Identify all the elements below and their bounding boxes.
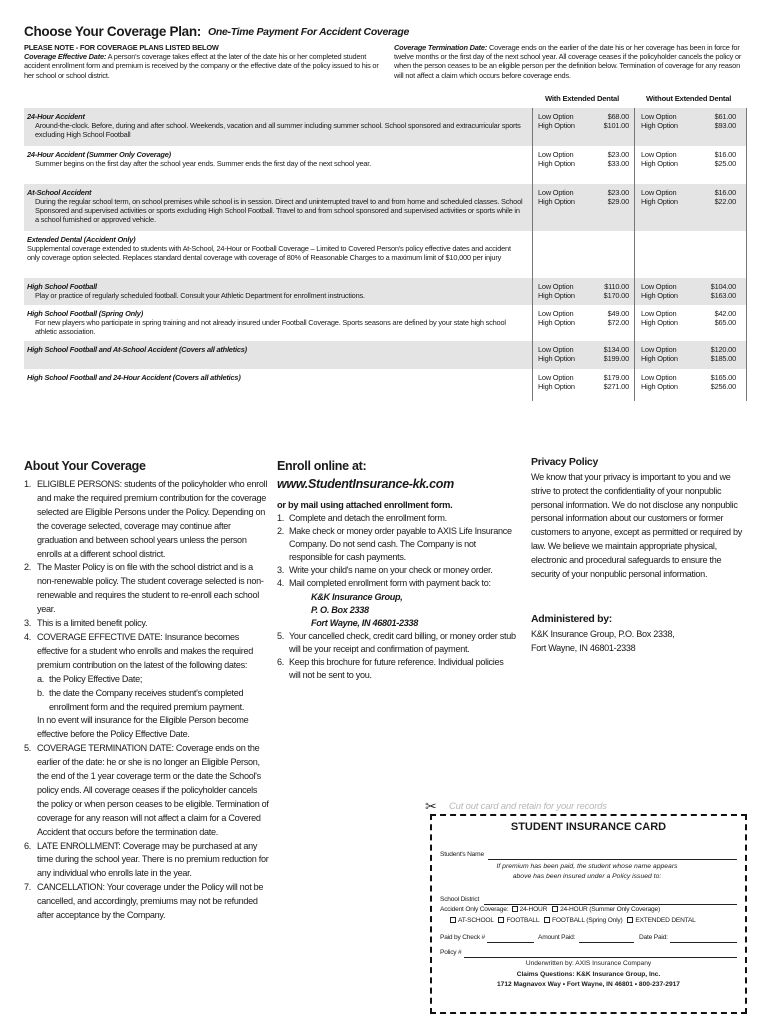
date-paid-field[interactable] — [670, 942, 737, 943]
coverage-title: 24-Hour Accident — [27, 112, 85, 121]
option-labels-with-dental: Low Option High Option — [538, 309, 575, 328]
price-with-dental: $23.00 $29.00 — [607, 188, 629, 207]
claims-line: Claims Questions: K&K Insurance Group, Inc. — [516, 970, 661, 978]
mail-address-line: Fort Wayne, IN 46801-2338 — [311, 617, 419, 628]
column-divider — [634, 184, 635, 231]
coverage-row — [24, 278, 746, 305]
enroll-step: 4. Mail completed enrollment form with payment back to: K&K Insurance Group, P. O. Box 2338 Fort Wayne, IN 46801-2338 — [277, 577, 517, 629]
effective-date-text — [24, 52, 384, 80]
enroll-step: 5. Your cancelled check, credit card billing, or money order stub will be your receipt and confirmation of payment. — [277, 630, 516, 654]
about-item: 1. ELIGIBLE PERSONS: students of the policyholder who enroll and make the required premium contribution for the coverage selected are Eligible Persons under the Policy. Depending on the coverage selected, coverage may continue after graduation and between school years unless the person enrolls at a different school district. — [24, 479, 268, 559]
administered-by — [531, 613, 746, 656]
enroll-step: 6. Keep this brochure for future reference. Individual policies will not be sent to you. — [277, 657, 504, 681]
paid-by-check-label: Paid by Check # — [440, 934, 486, 941]
option-labels-with-dental: Low Option High Option — [538, 150, 575, 169]
mail-address-line: K&K Insurance Group, — [311, 591, 403, 602]
column-divider — [634, 108, 635, 146]
card-paid-note: If premium has been paid, the student whose name appears above has been insured under a Policy issued to: — [496, 863, 678, 880]
about-subitem-b: b. the date the Company receives student's completed enrollment form and the required premium payment. — [37, 687, 245, 712]
effective-date-body: A person's coverage takes effect at the later of the date his or her completed student accident enrollment form and premium is received by the company or the effective date of the policy issued to his or her school or school district. — [24, 52, 379, 80]
column-divider — [532, 305, 533, 341]
column-divider — [532, 231, 533, 278]
column-divider — [532, 146, 533, 184]
column-divider — [634, 146, 635, 184]
enroll-step: 1. Complete and detach the enrollment form. — [277, 513, 447, 523]
option-labels-without-dental: Low Option High Option — [641, 112, 678, 131]
option-labels-with-dental: Low Option High Option — [538, 282, 575, 301]
coverage-body: During the regular school term, on school premises while school is in session. Direct and uninterrupted travel to and from home and scheduled classes. School Sponsored and supervised activities or sports excluding High School Football. Travel to and from school sponsored and supervised activities or sports while in a school furnished or approved vehicle. — [35, 197, 523, 225]
coverage-title: At-School Accident — [27, 188, 92, 197]
coverage-description — [27, 150, 525, 168]
card-footer — [432, 959, 745, 991]
column-divider — [634, 231, 635, 278]
coverage-body: For new players who participate in spring training and not already insured under Football Coverage. Sports seasons are defined by your state high school athletic association. — [35, 318, 506, 337]
coverage-description — [27, 188, 525, 224]
column-divider — [746, 341, 747, 369]
price-without-dental: $16.00 $25.00 — [714, 150, 736, 169]
with-dental-header: With Extended Dental — [545, 94, 619, 103]
option-labels-with-dental: Low Option High Option — [538, 373, 575, 392]
coverage-row — [24, 184, 746, 231]
price-with-dental: $179.00 $271.00 — [603, 373, 629, 392]
price-with-dental: $68.00 $101.00 — [603, 112, 629, 131]
coverage-body: Summer begins on the first day after the school year ends. Summer ends the first day of the next school year. — [35, 159, 372, 169]
price-with-dental: $49.00 $72.00 — [607, 309, 629, 328]
school-district-label: School District — [440, 896, 480, 903]
amount-paid-field[interactable] — [579, 942, 634, 943]
intro-effective — [24, 43, 384, 80]
admin-address: K&K Insurance Group, P.O. Box 2338, Fort Wayne, IN 46801-2338 — [531, 629, 675, 653]
column-divider — [634, 341, 635, 369]
enroll-url-link[interactable]: www.StudentInsurance-kk.com — [277, 477, 454, 491]
column-divider — [532, 369, 533, 401]
date-paid-label: Date Paid: — [639, 934, 668, 941]
effective-date-label: Coverage Effective Date: — [24, 52, 107, 62]
price-without-dental: $61.00 $93.00 — [714, 112, 736, 131]
column-divider — [746, 184, 747, 231]
enroll-by-mail: or by mail using attached enrollment form. — [277, 500, 453, 510]
privacy-heading: Privacy Policy — [531, 456, 599, 468]
option-labels-without-dental: Low Option High Option — [641, 373, 678, 392]
termination-date-body: Coverage ends on the earlier of the date his or her coverage has been in force for twelve months or the first day of the next school year. All coverage ceases if the policyholder cancels the policy or when the person ceases to be an eligible person per the definition below. Termination of coverage for any reason will not affect a claim which occurs before coverage ends. — [394, 43, 742, 80]
column-divider — [746, 146, 747, 184]
checkbox-football[interactable] — [498, 917, 504, 923]
price-with-dental: $23.00 $33.00 — [607, 150, 629, 169]
price-with-dental: $110.00 $170.00 — [603, 282, 629, 301]
column-divider — [634, 278, 635, 305]
about-item: 2. The Master Policy is on file with the school district and is a non-renewable policy. The student coverage selected is non-renewable and requires the student to re-enroll each school year. — [24, 562, 264, 615]
column-divider — [532, 278, 533, 305]
about-subitem-a: a. the Policy Effective Date; — [37, 673, 143, 684]
page-title: Choose Your Coverage Plan: — [24, 24, 201, 39]
checkbox-at-school[interactable] — [450, 917, 456, 923]
column-divider — [634, 369, 635, 401]
student-insurance-card — [430, 814, 747, 1014]
claims-address-line: 1712 Magnavox Way • Fort Wayne, IN 46801 • 800-237-2917 — [497, 981, 680, 988]
coverage-body: Play or practice of regularly scheduled football. Consult your Athletic Department for enrollment instructions. — [35, 291, 365, 301]
coverage-row — [24, 231, 746, 278]
intro-note: PLEASE NOTE - FOR COVERAGE PLANS LISTED BELOW — [24, 43, 219, 52]
about-note: In no event will insurance for the Eligible Person become effective before the Policy Effective Date. — [37, 715, 249, 740]
page-subtitle: One-Time Payment For Accident Coverage — [208, 26, 409, 38]
coverage-options-row-1: Accident Only Coverage: 24-HOUR 24-HOUR (Summer Only Coverage) — [440, 906, 660, 913]
coverage-row — [24, 108, 746, 146]
column-divider — [746, 278, 747, 305]
coverage-description — [27, 373, 525, 382]
option-labels-without-dental: Low Option High Option — [641, 188, 678, 207]
column-divider — [746, 108, 747, 146]
student-name-field[interactable] — [488, 859, 737, 860]
option-labels-with-dental: Low Option High Option — [538, 345, 575, 364]
without-dental-header: Without Extended Dental — [646, 94, 732, 103]
amount-paid-label: Amount Paid: — [538, 934, 576, 941]
price-without-dental: $120.00 $185.00 — [710, 345, 736, 364]
coverage-description — [27, 235, 525, 262]
about-item: 6. LATE ENROLLMENT: Coverage may be purchased at any time during the school year. There is no premium reduction for any individual who enrolls late in the year. — [24, 840, 269, 879]
checkbox-24-hour-summer[interactable] — [552, 906, 558, 912]
about-item: 3. This is a limited benefit policy. — [24, 618, 148, 629]
school-district-field[interactable] — [484, 904, 737, 905]
price-without-dental: $104.00 $163.00 — [710, 282, 736, 301]
underwriter-line: Underwritten by: AXIS Insurance Company — [525, 960, 652, 967]
coverage-row — [24, 146, 746, 184]
coverage-title: Extended Dental (Accident Only) — [27, 235, 136, 244]
policy-number-field[interactable] — [464, 957, 737, 958]
price-without-dental: $16.00 $22.00 — [714, 188, 736, 207]
option-labels-with-dental: Low Option High Option — [538, 188, 575, 207]
privacy-body: We know that your privacy is important to you and we strive to protect the confidentiality of your nonpublic personal information. We do not disclose any nonpublic personal information about our customers or former customers to anyone, except as permitted or required by law. We believe we maintain appropriate physical, electronic and procedural safeguards to ensure the security of your nonpublic personal information. — [531, 472, 742, 579]
coverage-title: High School Football (Spring Only) — [27, 309, 143, 318]
page-header — [24, 24, 746, 42]
admin-heading: Administered by: — [531, 613, 612, 625]
scissors-icon: ✂ — [425, 798, 437, 814]
coverage-options-row-2: AT-SCHOOL FOOTBALL FOOTBALL (Spring Only) EXTENDED DENTAL — [450, 917, 696, 924]
cut-instruction: Cut out card and retain for your records — [449, 801, 607, 812]
column-divider — [634, 305, 635, 341]
coverage-body: Around-the-clock. Before, during and after school. Weekends, vacation and all summer including summer school. School sponsored and extracurricular sports excluding High School Football — [35, 121, 521, 140]
coverage-description — [27, 282, 525, 300]
coverage-description — [27, 309, 525, 336]
about-item: 4. COVERAGE EFFECTIVE DATE: Insurance becomes effective for a student who enrolls and makes the required premium contribution on the latest of the following dates: a. the Policy Effective Date; b. the date the Company receives student's completed enrollment form and the required premium payment. — [24, 631, 269, 714]
coverage-title: High School Football and 24-Hour Accident (Covers all athletics) — [27, 373, 241, 382]
option-labels-without-dental: Low Option High Option — [641, 309, 678, 328]
student-name-label: Student's Name — [440, 851, 484, 858]
checkbox-football-spring[interactable] — [544, 917, 550, 923]
price-without-dental: $42.00 $65.00 — [714, 309, 736, 328]
enroll-steps — [277, 512, 517, 682]
option-labels-without-dental: Low Option High Option — [641, 150, 678, 169]
column-divider — [532, 341, 533, 369]
about-coverage — [24, 459, 269, 923]
price-column-headers — [534, 94, 746, 104]
coverage-title: 24-Hour Accident (Summer Only Coverage) — [27, 150, 171, 159]
coverage-row — [24, 341, 746, 369]
coverage-description — [27, 345, 525, 354]
option-labels-without-dental: Low Option High Option — [641, 282, 678, 301]
column-divider — [746, 369, 747, 401]
enroll-section — [277, 459, 517, 682]
coverage-row — [24, 369, 746, 401]
checkbox-24-hour[interactable] — [512, 906, 518, 912]
about-heading: About Your Coverage — [24, 459, 146, 473]
mail-address-line: P. O. Box 2338 — [311, 604, 369, 615]
policy-number-label: Policy # — [440, 949, 462, 956]
coverage-body: Supplemental coverage extended to students with At-School, 24-Hour or Football Coverage – Limited to Covered Person's policy effective dates and accident only coverage option selected. Replaces standard dental coverage with coverage of 80% of Reasonable Charges to a maximum limit of $10,000 per injury — [27, 244, 511, 263]
column-divider — [746, 305, 747, 341]
intro-termination — [394, 43, 746, 80]
coverage-row — [24, 305, 746, 341]
cut-line — [425, 798, 747, 814]
enroll-heading: Enroll online at: — [277, 459, 367, 473]
enroll-step: 3. Write your child's name on your check or money order. — [277, 565, 493, 576]
about-list — [24, 478, 269, 923]
price-without-dental: $165.00 $256.00 — [710, 373, 736, 392]
privacy-policy — [531, 456, 746, 581]
price-with-dental: $134.00 $199.00 — [603, 345, 629, 364]
option-labels-with-dental: Low Option High Option — [538, 112, 575, 131]
coverage-table — [24, 108, 746, 401]
termination-date-label: Coverage Termination Date: — [394, 43, 488, 52]
coverage-description — [27, 112, 525, 139]
coverage-title: High School Football — [27, 282, 97, 291]
column-divider — [532, 184, 533, 231]
checkbox-extended-dental[interactable] — [627, 917, 633, 923]
enroll-step: 2. Make check or money order payable to AXIS Life Insurance Company. Do not send cash. The Company is not responsible for cash payments. — [277, 526, 512, 563]
about-item: 7. CANCELLATION: Your coverage under the Policy will not be cancelled, and accordingly, premiums may not be refunded after acceptance by the Company. — [24, 882, 264, 921]
check-number-field[interactable] — [487, 942, 534, 943]
about-item: 5. COVERAGE TERMINATION DATE: Coverage ends on the earlier of the date: he or she is no longer an Eligible Person, the end of the 1 year coverage term or the date the School's policy ends. All coverage ceases if the policyholder cancels the policy or when person ceases to be eligible. Termination of coverage for any reason will not affect a claim for a Covered Accident that occurs before the termination date. — [24, 743, 269, 837]
column-divider — [532, 108, 533, 146]
card-title: STUDENT INSURANCE CARD — [510, 821, 667, 833]
coverage-title: High School Football and At-School Accident (Covers all athletics) — [27, 345, 247, 354]
option-labels-without-dental: Low Option High Option — [641, 345, 678, 364]
column-divider — [746, 231, 747, 278]
